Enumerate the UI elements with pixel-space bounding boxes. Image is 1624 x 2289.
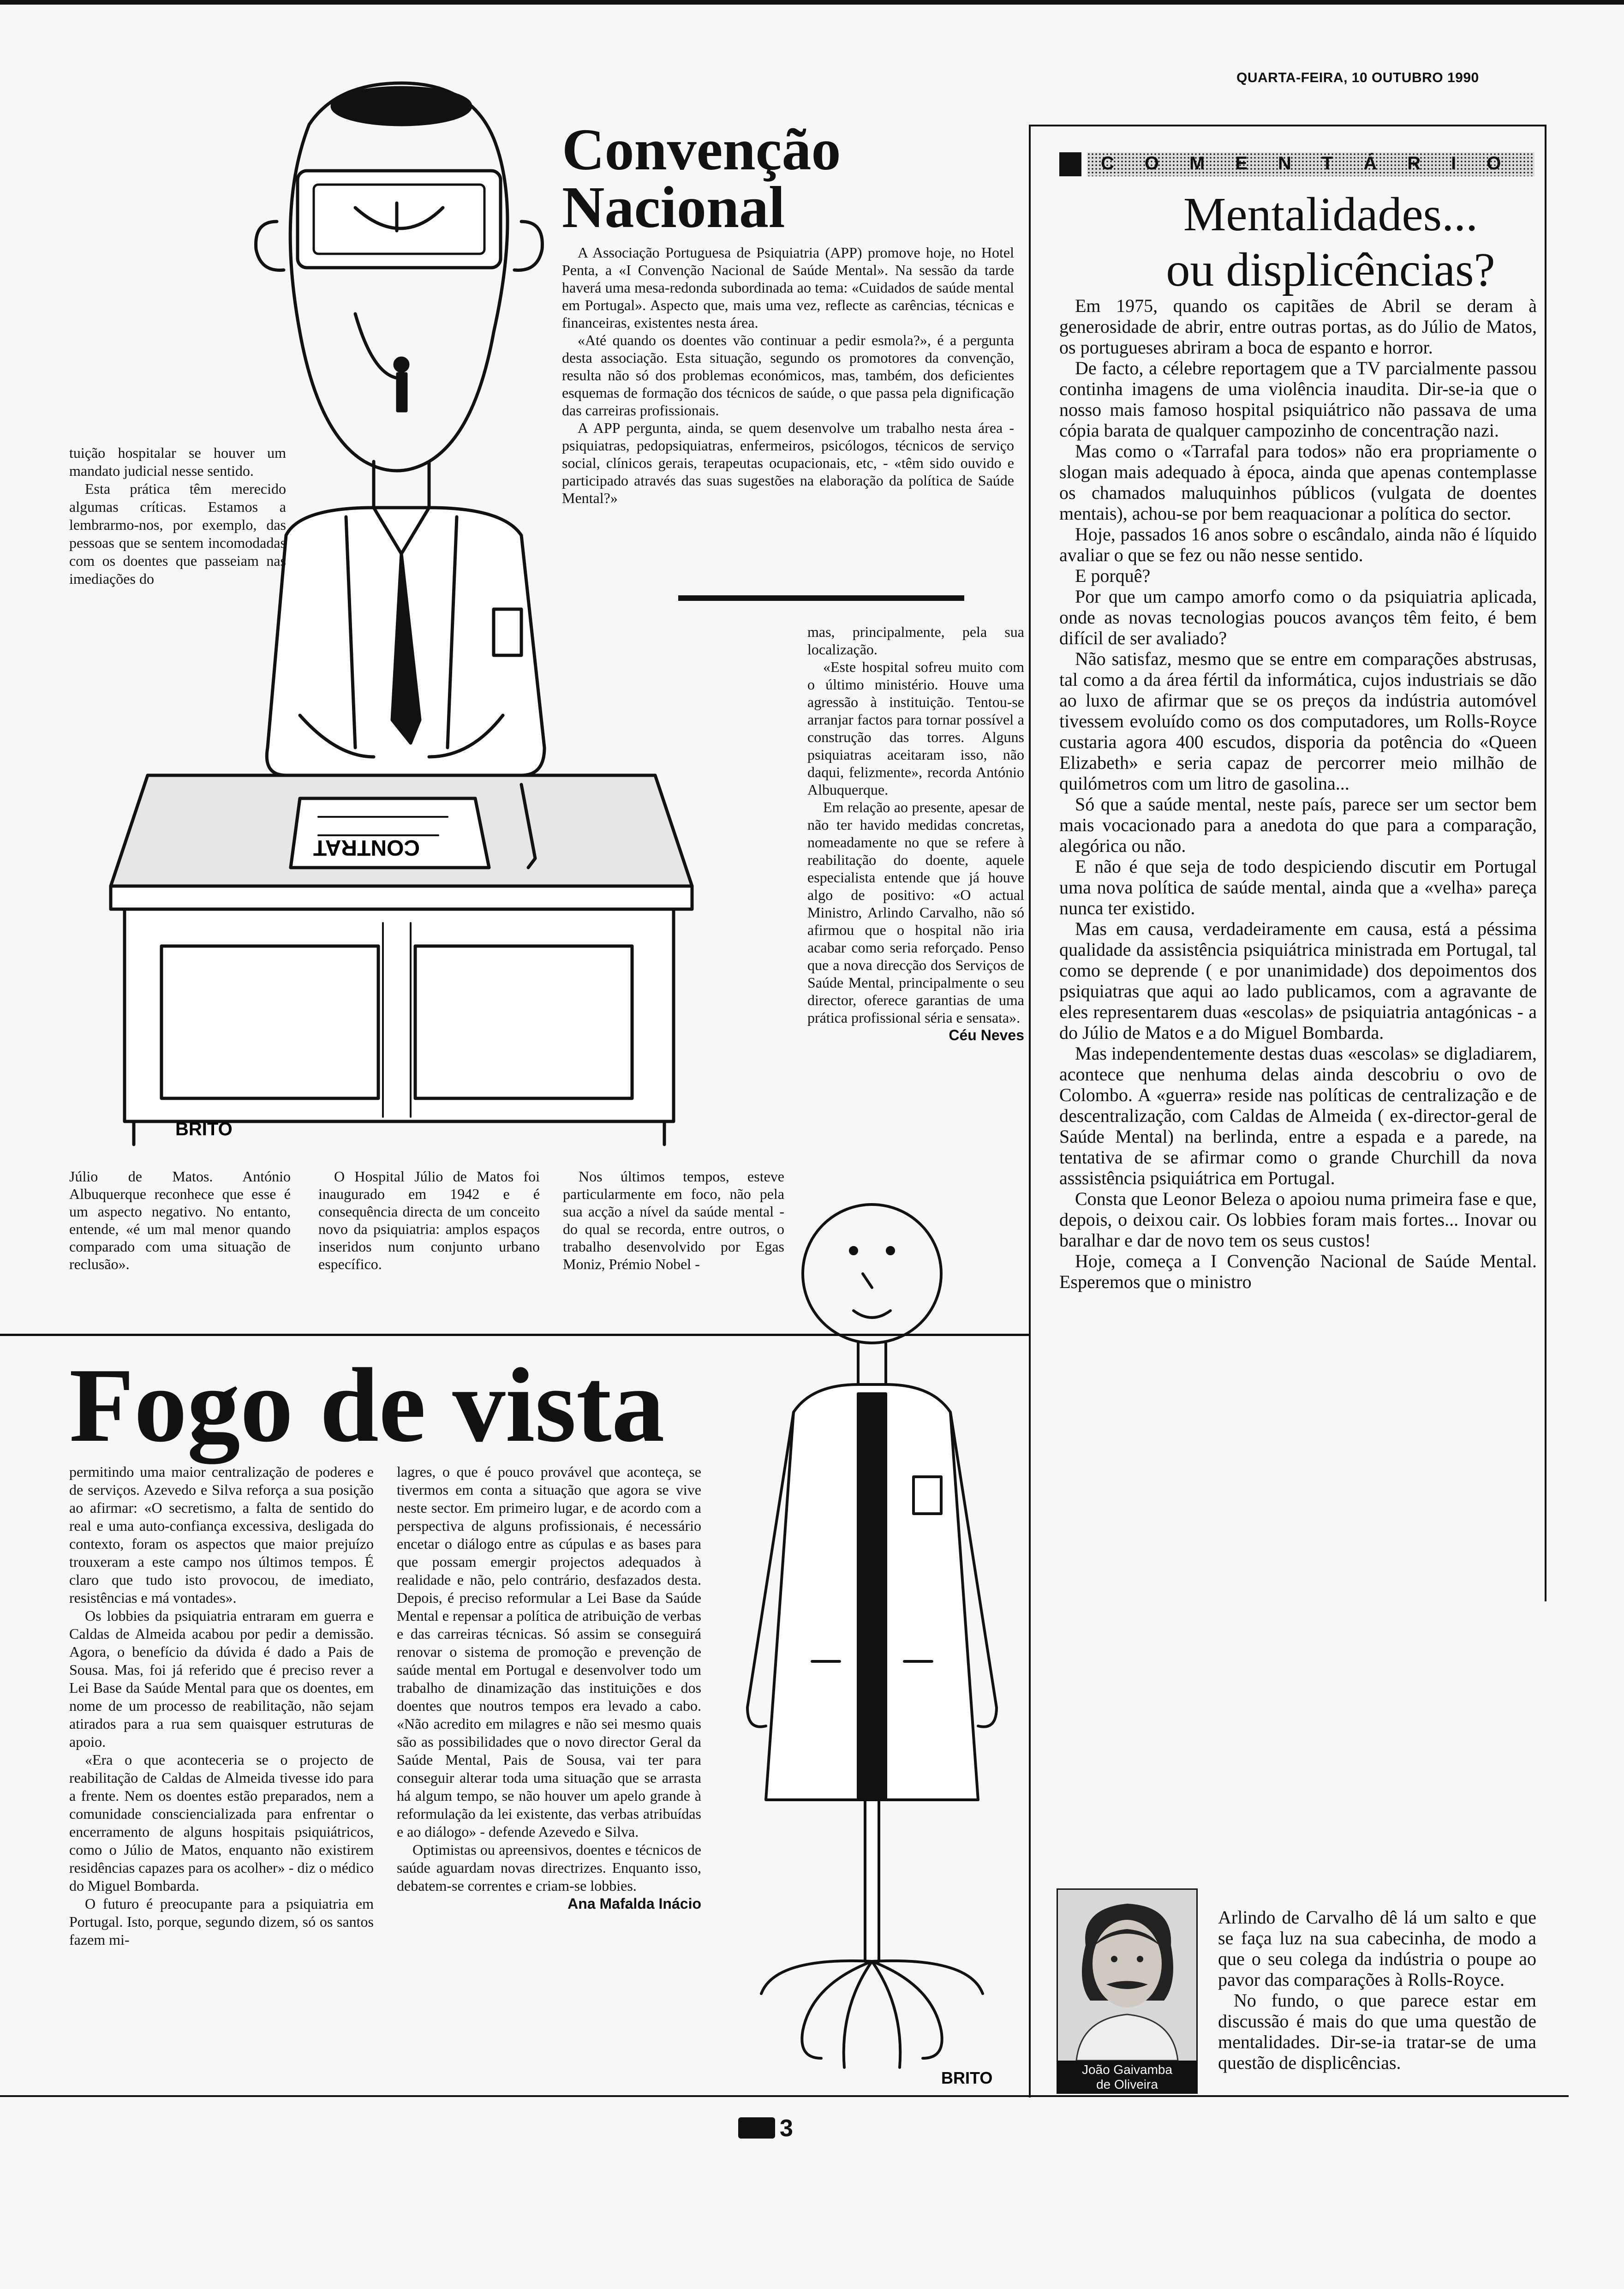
paragraph: Só que a saúde mental, neste país, parece ser um sector bem mais vocacionado para a anedota do que para a comparação, alegórica ou não. <box>1059 794 1537 856</box>
bottom-rule <box>0 2095 1569 2097</box>
convencao-body <box>562 244 1014 507</box>
cartoon-coat-stand <box>720 1200 1020 2086</box>
headline-comentario: Mentalidades... ou displicências? <box>1166 188 1495 296</box>
paragraph: Consta que Leonor Beleza o apoiou numa primeira fase e que, depois, o deixou cair. Os lobbies foram mais fortes... Inovar ou baralhar e dar de novo tem os seus custos! <box>1059 1188 1537 1251</box>
paragraph: A APP pergunta, ainda, se quem desenvolve um trabalho nesta área - psiquiatras, pedopsiquiatras, enfermeiros, psicólogos, técnicos de serviço social, clínicos gerais, terapeutas ocupacionais, etc, - «têm sido ouvido e participado através das suas sugestões na elaboração da política de Saúde Mental?» <box>562 419 1014 506</box>
paragraph: «Este hospital sofreu muito com o último ministério. Houve uma agressão à instituição. Tentou-se arranjar factos para tornar possível a construção das torres. Alguns psiquiatras aceitaram isso, não daqui, felizmente», recorda António Albuquerque. <box>807 659 1024 798</box>
byline: Ana Mafalda Inácio <box>567 1895 701 1912</box>
paragraph: O futuro é preocupante para a psiquiatria em Portugal. Isto, porque, segundo dizem, só os santos fazem mi- <box>69 1895 374 1948</box>
paragraph: «Até quando os doentes vão continuar a pedir esmola?», é a pergunta desta associação. Esta situação, segundo os promotores da convenção, resulta não só dos problemas económicos, mas, também, dos deficientes esquemas de formação dos técnicos de saúde, o que passa pela dignificação das carreiras profissionais. <box>562 332 1014 419</box>
comment-box-right <box>1545 125 1546 1601</box>
fogo-col1 <box>69 1463 374 1949</box>
photo-caption: João Gaivamba de Oliveira <box>1057 2061 1198 2094</box>
headline-fogo: Fogo de vista <box>69 1346 665 1464</box>
paragraph: De facto, a célebre reportagem que a TV parcialmente passou continha imagens de uma violência inaudita. Dir-se-ia que o nosso mais famoso hospital psiquiátrico não passava de uma cópia barata de qualquer campozinho de concentração nazi. <box>1059 358 1537 441</box>
paragraph: E porquê? <box>1075 565 1151 586</box>
julio-left-column <box>69 444 286 588</box>
paragraph: Nos últimos tempos, esteve particularmente em foco, não pela sua acção a nível da saúde mental - do qual se recorda, entre outros, o trabalho desenvolvido por Egas Moniz, Prémio Nobel - <box>563 1168 784 1272</box>
cartoon-signature: BRITO <box>941 2068 993 2086</box>
paragraph: «Era o que aconteceria se o projecto de reabilitação de Caldas de Almeida tivesse ido para a frente. Nem os doentes estão preparados, nem a comunidade consciencializada para enfrentar o encerramento de alguns hospitais psiquiátricos, como o Júlio de Matos, enquanto não existirem residências capazes para os acolher» - diz o médico do Miguel Bombarda. <box>69 1751 374 1894</box>
label-block <box>1059 152 1081 176</box>
julio-bottom-col2 <box>318 1168 540 1273</box>
comment-box-top <box>1029 125 1546 126</box>
paragraph: Mas em causa, verdadeiramente em causa, está a péssima qualidade da assistência psiquiátrica ministrada em Portugal, tal como se deprende ( e por unanimidade) dos depoimentos dos psiquiatras que aqui ao lado publicamos, com a agravante de eles representarem duas «escolas» de psiquiatria antagónicas - a do Júlio de Matos e a do Miguel Bombarda. <box>1059 918 1537 1043</box>
paragraph: Em relação ao presente, apesar de não ter havido medidas concretas, nomeadamente no que se refere à reabilitação do doente, aquele especialista entende que já houve algo de positivo: «O actual Ministro, Arlindo Carvalho, não só afirmou que o hospital não iria acabar como seria reforçado. Penso que a nova direcção dos Serviços de Saúde Mental, principalmente o seu director, oferece garantias de uma prática profissional séria e sensata». <box>807 799 1024 1026</box>
paragraph: Arlindo de Carvalho dê lá um salto e que se faça luz na sua cabecinha, de modo a que o seu colega da indústria o poupe ao pavor das comparações à Rolls-Royce. <box>1218 1907 1536 1990</box>
paragraph: Em 1975, quando os capitães de Abril se deram à generosidade de abrir, entre outras portas, as do Júlio de Matos, os portugueses abriram a boca de espanto e horror. <box>1059 295 1537 358</box>
top-border <box>0 0 1624 5</box>
dateline: QUARTA-FEIRA, 10 OUTUBRO 1990 <box>1236 70 1479 85</box>
julio-right-column <box>807 623 1024 1044</box>
fogo-col2 <box>397 1463 701 1913</box>
paragraph: lagres, o que é pouco provável que aconteça, se tivermos em conta a situação que agora se vive neste sector. Em primeiro lugar, e de acordo com a perspectiva de alguns profissionais, é necessário encetar o diálogo entre as cúpulas e as bases para que possam emergir projectos adequados à realidade e não, pelo contrário, desfazados desta. Depois, é preciso reformular a Lei Base da Saúde Mental e repensar a política de atribuição de verbas e das carreiras técnicas. Só assim se conseguirá renovar o sistema de promoção e prevenção de saúde mental em Portugal e desenvolver todo um trabalho de dinamização das instituições e dos doentes que noutros tempos era levado a cabo. «Não acredito em milagres e não sei mesmo quais são as possibilidades que o novo director Geral da Saúde Mental, Pais de Sousa, vai ter para conseguir alterar toda uma situação que se arrasta há algum tempo, se não houver um apelo grande à reformulação da lei existente, das verbas atribuídas e ao diálogo» - defende Azevedo e Silva. <box>397 1463 701 1840</box>
paragraph: Não satisfaz, mesmo que se entre em comparações abstrusas, tal como a da área fértil da informática, cujos industriais se dão ao luxo de afirmar que se os preços da indústria automóvel tivessem evoluído como os dos computadores, um Rolls-Royce custaria agora 400 escudos, disporia da potência do «Queen Elizabeth» e seria capaz de percorrer meio milhão de quilómetros com um litro de gasolina... <box>1059 648 1537 794</box>
comentario-label-bar <box>1059 152 1534 176</box>
paragraph: Júlio de Matos. António Albuquerque reconhece que esse é um aspecto negativo. No entanto, entende, «é um mal menor quando comparado com uma situação de reclusão». <box>69 1168 291 1272</box>
paragraph: Hoje, passados 16 anos sobre o escândalo, ainda não é líquido avaliar o que se fez ou não nesse sentido. <box>1059 524 1537 565</box>
cartoon-paper-text: CONTRAT <box>313 835 420 860</box>
paragraph: Optimistas ou apreensivos, doentes e técnicos de saúde aguardam novas directrizes. Enquanto isso, debatem-se correntes e criam-se lobbies. <box>397 1841 701 1894</box>
cartoon-signature: BRITO <box>175 1119 233 1139</box>
paragraph: Hoje, começa a I Convenção Nacional de Saúde Mental. Esperemos que o ministro <box>1059 1251 1537 1292</box>
paragraph: Por que um campo amorfo como o da psiquiatria aplicada, onde as novas tecnologias poucos avanços têm feito, é bem difícil de ser avaliado? <box>1059 586 1537 648</box>
paragraph: E não é que seja de todo despiciendo discutir em Portugal uma nova política de saúde mental, ainda que a «velha» pareça nunca ter existido. <box>1059 856 1537 918</box>
comentario-label: COMENTÁRIO <box>1101 153 1532 174</box>
newspaper-logo <box>738 2117 775 2139</box>
column-divider <box>1029 125 1031 2097</box>
paragraph: Mas independentemente destas duas «escolas» se digladiarem, acontece que nenhuma delas ainda descobriu o ovo de Colombo. A «guerra» reside nas políticas de centralização e de descentralização, com Caldas de Almeida ( ex-director-geral de Saúde Mental) na berlinda, entre a espada e a parede, na tentativa de se afirmar como o grande Churchill da nova asssistência psiquiátrica em Portugal. <box>1059 1043 1537 1188</box>
paragraph: O Hospital Júlio de Matos foi inaugurado em 1942 e é consequência directa de um conceito novo da psiquiatria: amplos espaços inseridos num conjunto urbano específico. <box>318 1168 540 1272</box>
page-number: 3 <box>780 2115 793 2142</box>
paragraph: A Associação Portuguesa de Psiquiatria (APP) promove hoje, no Hotel Penta, a «I Convenção Nacional de Saúde Mental». Na sessão da tarde haverá uma mesa-redonda subordinada ao tema: «Cuidados de saúde mental em Portugal». Aspecto que, mais uma vez, reflecte as carências, técnicas e financeiras, existentes nesta área. <box>562 244 1014 331</box>
paragraph: permitindo uma maior centralização de poderes e de serviços. Azevedo e Silva reforça a sua posição ao afirmar: «O secretismo, a falta de sentido do real e uma auto-confiança excessiva, desligada do contexto, foram os aspectos que maior prejuízo trouxeram a este campo nos últimos tempos. É claro que tudo isto provocou, de imediato, resistências e má vontades». <box>69 1463 374 1606</box>
paragraph: Os lobbies da psiquiatria entraram em guerra e Caldas de Almeida acabou por pedir a demissão. Agora, o benefício da dúvida é dado a Pais de Sousa. Mas, foi já referido que é preciso rever a Lei Base da Saúde Mental para que os doentes, em nome de um processo de reabilitação, não sejam atirados para a rua sem quaisquer estruturas de apoio. <box>69 1607 374 1750</box>
paragraph: Mas como o «Tarrafal para todos» não era propriamente o slogan mais adequado à época, ainda que apenas contemplasse os chamados maluquinhos públicos (vulgata de doentes mentais), achou-se por bem reaquacionar a política do sector. <box>1059 441 1537 524</box>
comentario-wrap-text <box>1218 1907 1536 2073</box>
author-photo <box>1057 1888 1198 2062</box>
headline-convencao: Convenção Nacional <box>562 117 841 240</box>
comentario-body <box>1059 295 1537 1292</box>
paragraph: Esta prática têm merecido algumas críticas. Estamos a lembrarmo-nos, por exemplo, das pessoas que se sentem incomodadas com os doentes que passeiam nas imediações do <box>69 480 286 587</box>
julio-bottom-col1 <box>69 1168 291 1273</box>
paragraph: tuição hospitalar se houver um mandato judicial nesse sentido. <box>69 444 286 479</box>
paragraph: mas, principalmente, pela sua localização. <box>807 623 1024 658</box>
paragraph: No fundo, o que parece estar em discussão é mais do que uma questão de mentalidades. Dir-se-ia tratar-se de uma questão de displicências. <box>1218 1990 1536 2073</box>
byline: Céu Neves <box>949 1027 1024 1043</box>
